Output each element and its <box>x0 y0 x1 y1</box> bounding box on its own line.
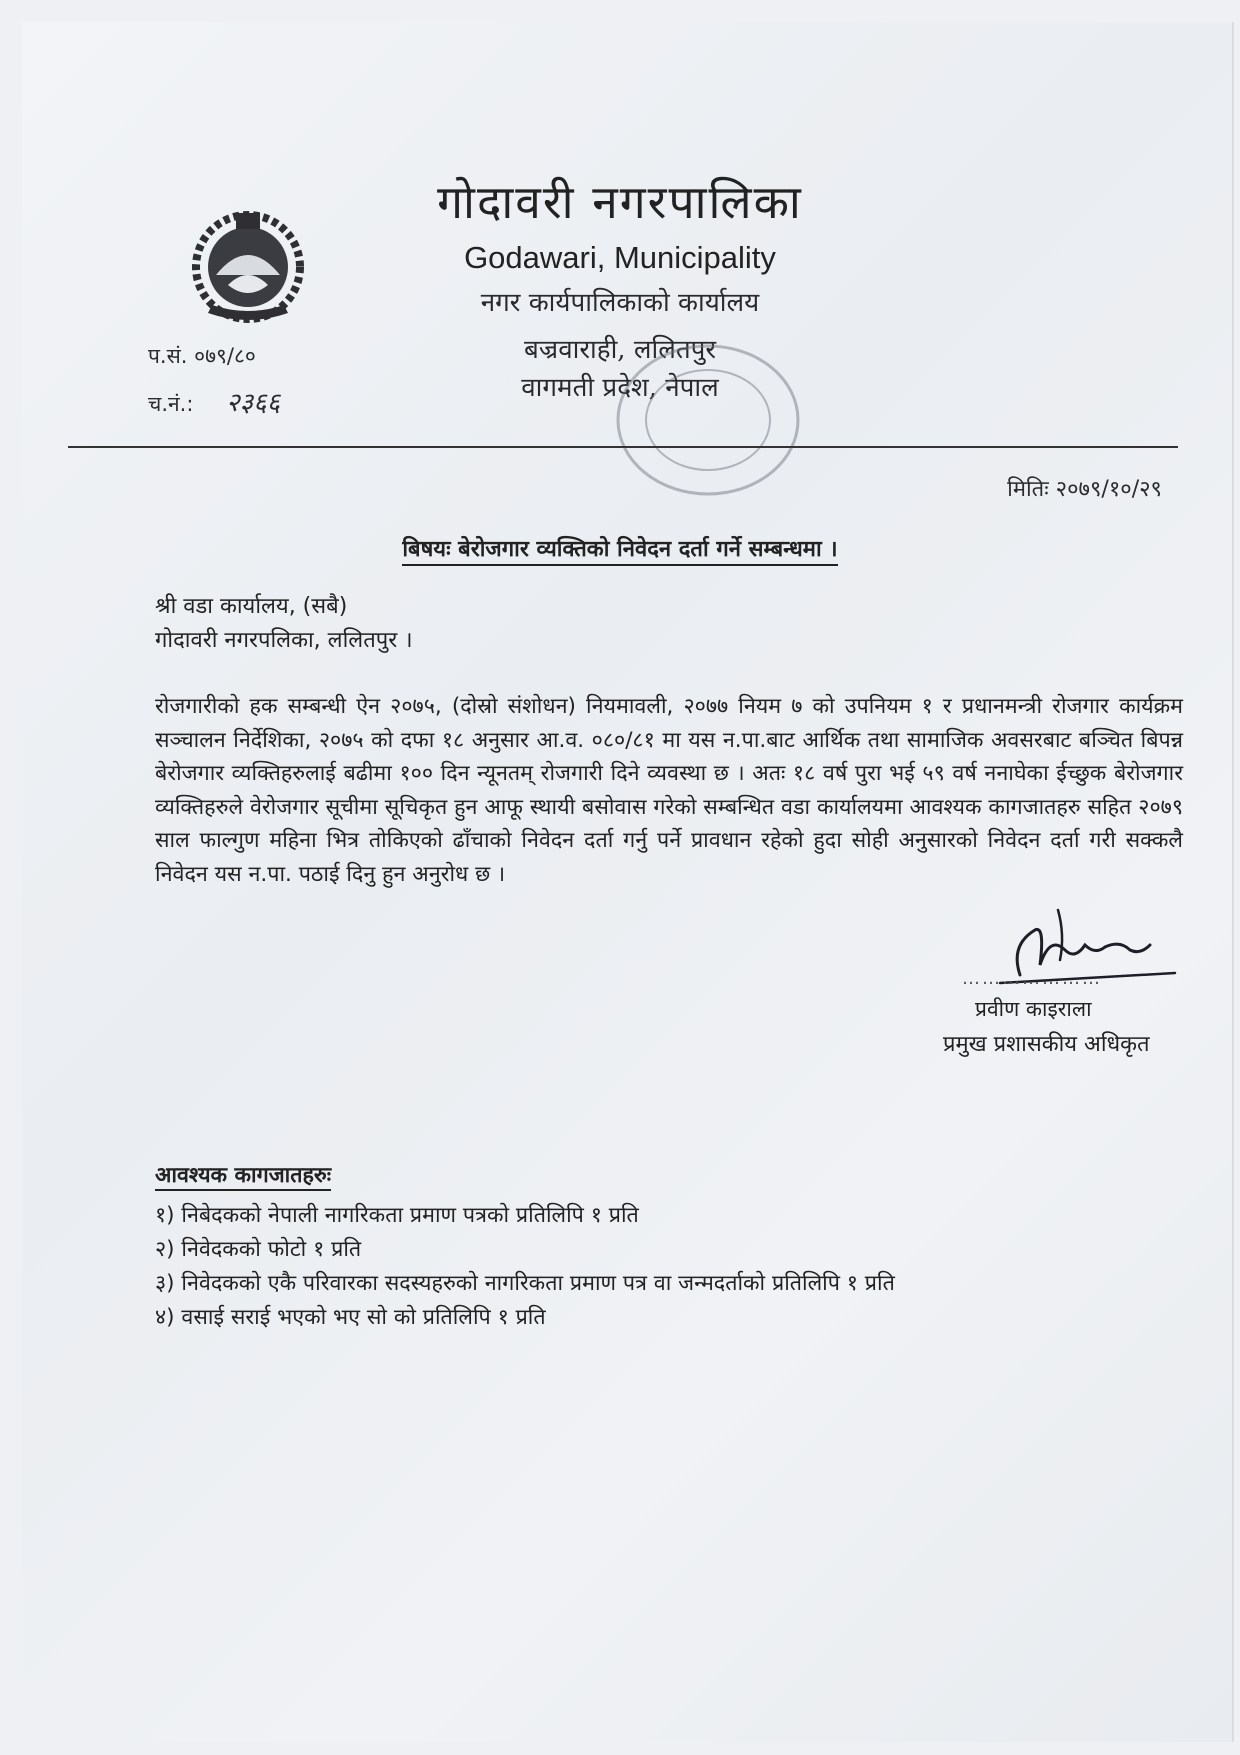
addressee-line-1: श्री वडा कार्यालय, (सबै) <box>155 594 348 619</box>
subject-text: बिषयः बेरोजगार व्यक्तिको निवेदन दर्ता गर्ने सम्बन्धमा । <box>402 537 837 566</box>
list-item: ४) वसाई सराई भएको भए सो को प्रतिलिपि १ प्रति <box>155 1305 546 1330</box>
addressee-line-2: गोदावरी नगरपलिका, ललितपुर । <box>155 628 413 653</box>
signatory-name: प्रवीण काइराला <box>975 997 1092 1021</box>
signatory-designation: प्रमुख प्रशासकीय अधिकृत <box>943 1032 1150 1057</box>
reference-number: प.सं. ०७९/८० <box>148 344 256 368</box>
office-name: नगर कार्यपालिकाको कार्यालय <box>480 288 760 318</box>
required-documents <box>155 1160 895 1335</box>
documents-list <box>155 1199 895 1335</box>
letter-date: मितिः २०७९/१०/२९ <box>1007 477 1162 502</box>
office-title-english: Godawari, Municipality <box>464 240 776 275</box>
office-address: बज्रवाराही, ललितपुर <box>523 335 717 365</box>
letter-subject <box>0 533 1240 563</box>
documents-title: आवश्यक कागजातहरुः <box>155 1160 331 1191</box>
chalani-row <box>148 383 280 419</box>
chalani-number: २३६६ <box>226 388 281 418</box>
letter-body: रोजगारीको हक सम्बन्धी ऐन २०७५, (दोस्रो संशोधन) नियमावली, २०७७ नियम ७ को उपनियम १ र प्रधानमन्त्री रोजगार कार्यक्रम सञ्चालन निर्देशिका, २०७५ को दफा १८ अनुसार आ.व. ०८०/८१ मा यस न.पा.बाट आर्थिक तथा सामाजिक अवसरबाट बञ्चित बिपन्न बेरोजगार व्यक्तिहरुलाई बढीमा १०० दिन न्यूनतम् रोजगारी दिने व्यवस्था छ । अतः १८ वर्ष पुरा भई ५९ वर्ष ननाघेका ईच्छुक बेरोजगार व्यक्तिहरुले वेरोजगार सूचीमा सूचिकृत हुन आफू स्थायी बसोवास गरेको सम्बन्धित वडा कार्यालयमा आवश्यक कागजातहरु सहित २०७९ साल फाल्गुण महिना भित्र तोकिएको ढाँचाको निवेदन दर्ता गर्नु पर्ने प्रावधान रहेको हुदा सोही अनुसारको निवेदन दर्ता गरी सक्कलै निवेदन यस न.पा. पठाई दिनु हुन अनुरोध छ । <box>155 694 1183 887</box>
addressee <box>155 590 413 658</box>
office-title: गोदावरी नगरपालिका <box>437 175 803 229</box>
header-divider <box>68 446 1178 448</box>
list-item: २) निवेदकको फोटो १ प्रति <box>155 1237 362 1262</box>
chalani-label: च.नं.: <box>148 392 194 416</box>
office-stamp-icon <box>598 325 813 500</box>
office-province: वागमती प्रदेश, नेपाल <box>521 373 719 403</box>
list-item: १) निबेदकको नेपाली नागरिकता प्रमाण पत्रको प्रतिलिपि १ प्रति <box>155 1203 639 1228</box>
signature-line: ………………… <box>962 968 1102 989</box>
list-item: ३) निवेदकको एकै परिवारका सदस्यहरुको नागरिकता प्रमाण पत्र वा जन्मदर्ताको प्रतिलिपि १ प्रति <box>155 1271 895 1296</box>
